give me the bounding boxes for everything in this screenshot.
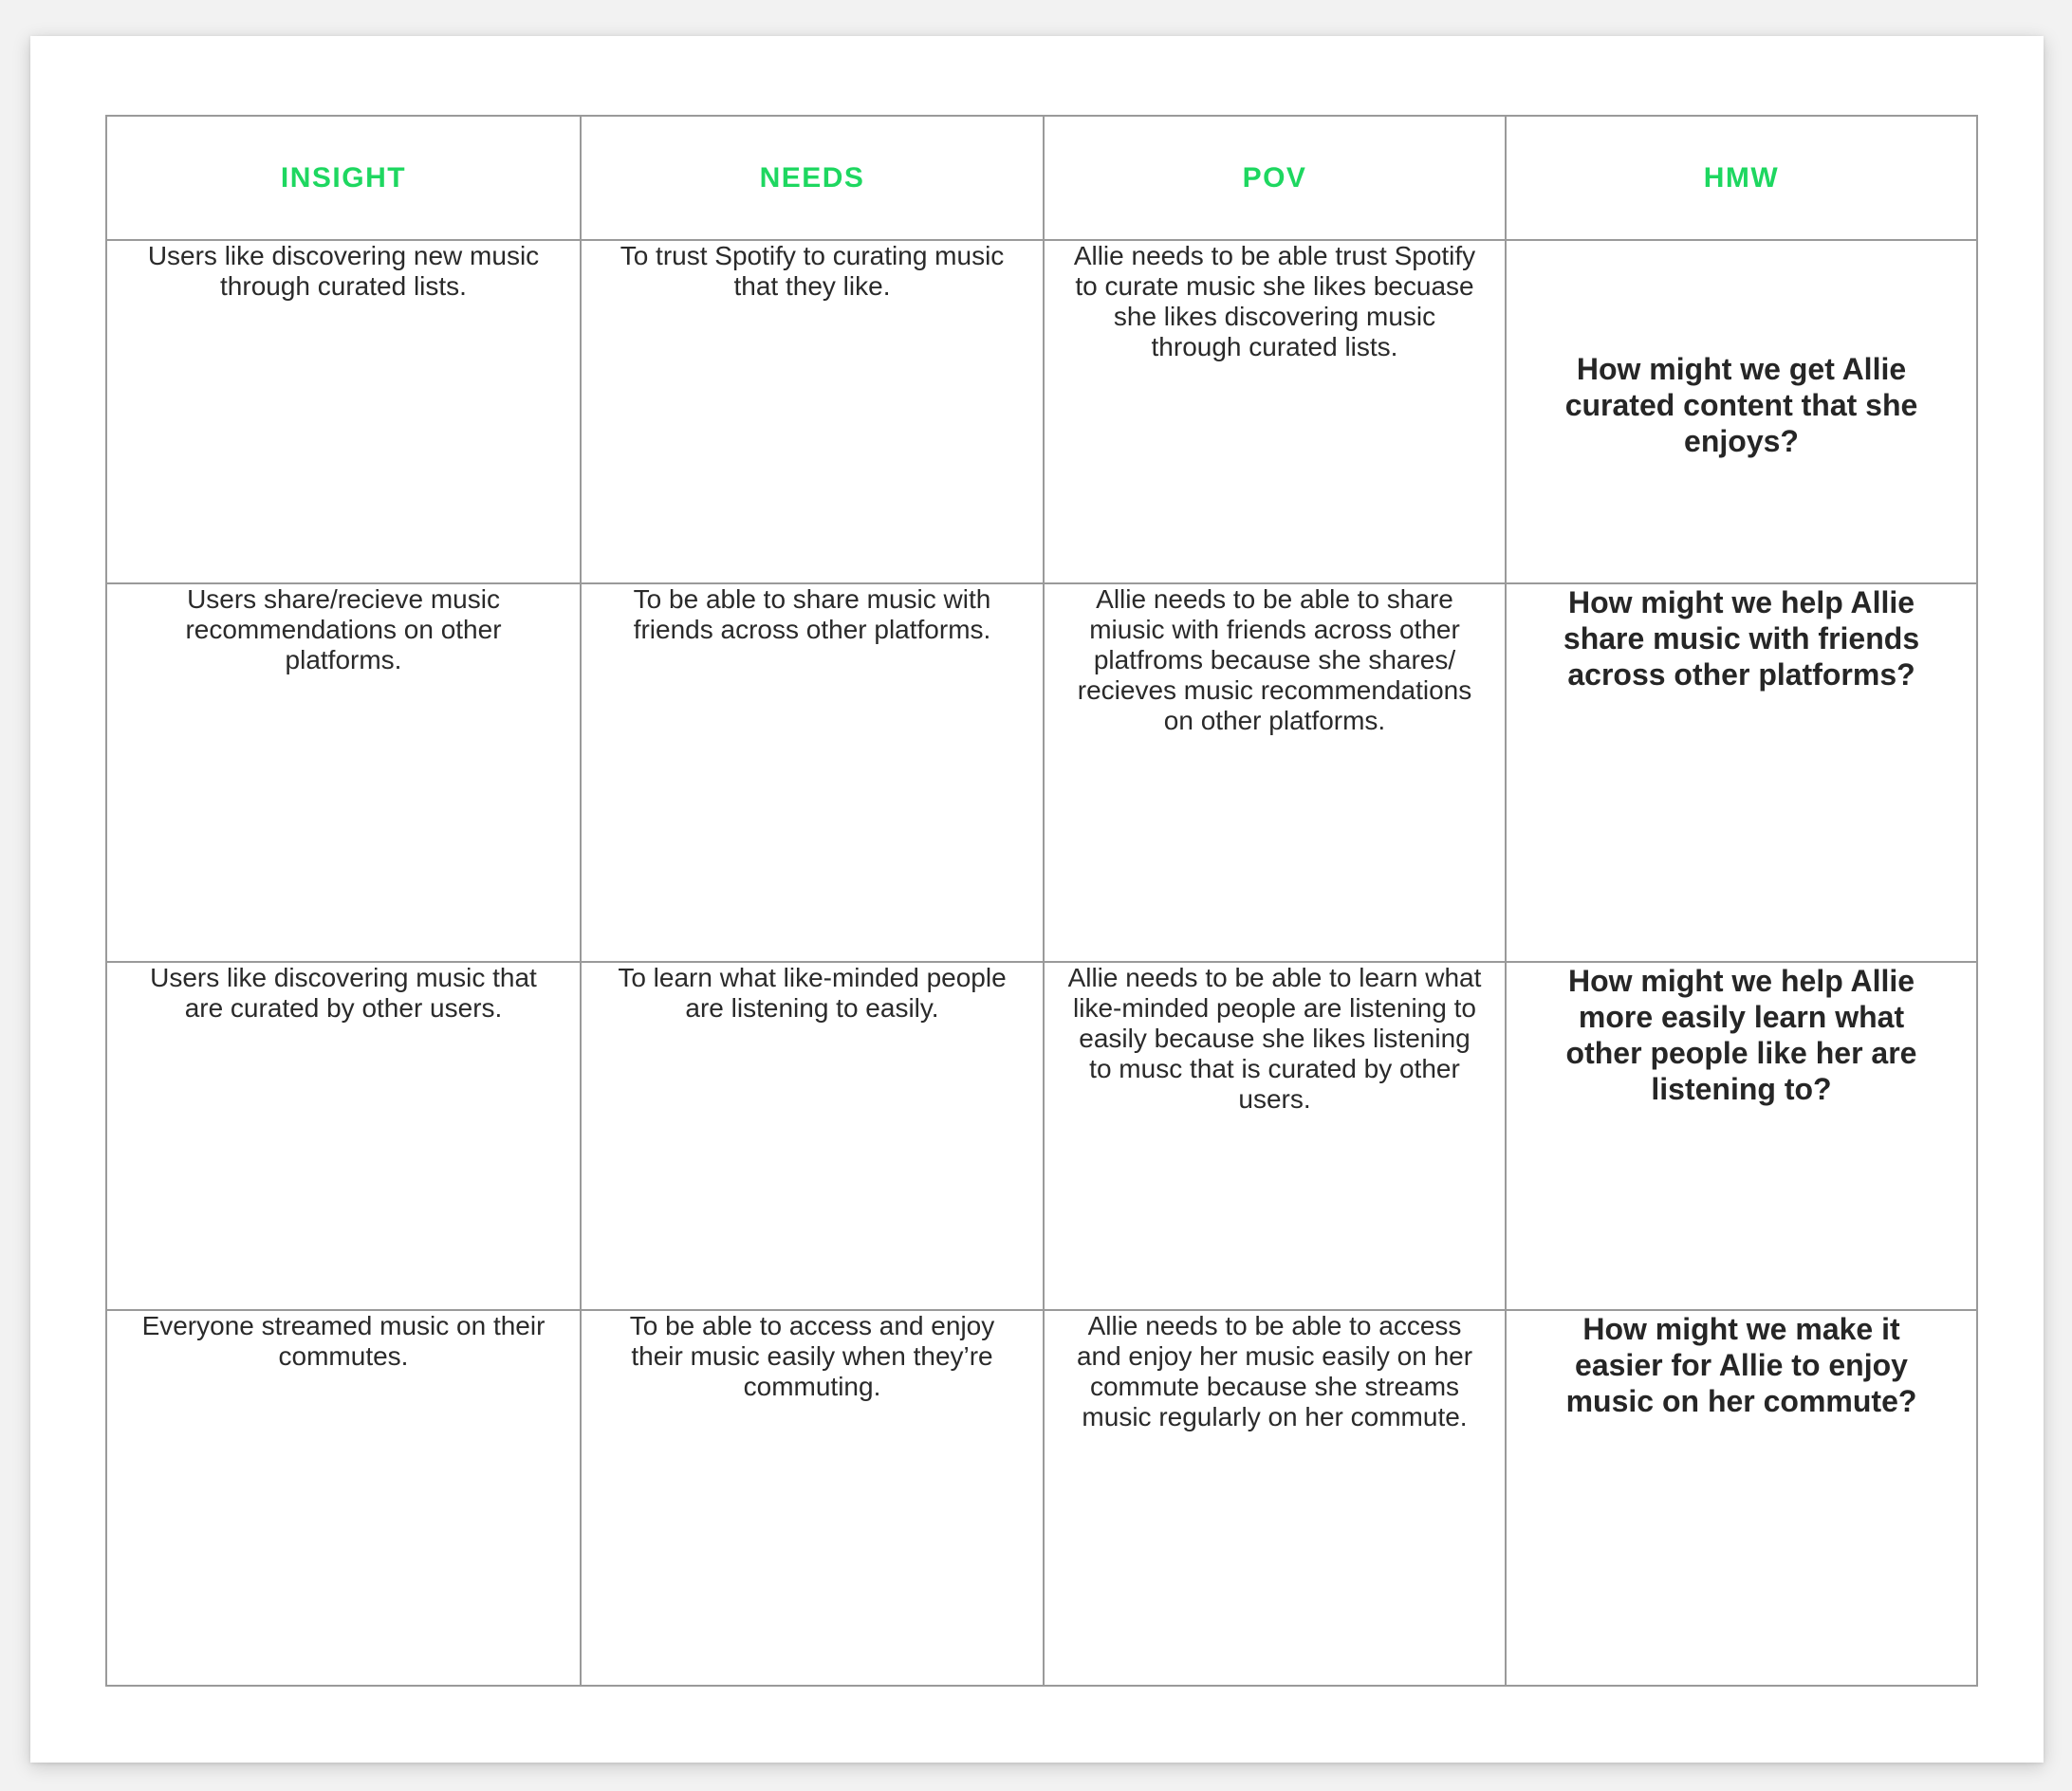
header-row <box>106 116 1977 240</box>
pov-text: Allie needs to be able to learn what like-minded people are listening to easily because she likes listening to musc that is curated by other users. <box>1067 963 1482 1114</box>
insight-cell <box>106 583 581 962</box>
hmw-cell <box>1506 240 1977 583</box>
pov-text: Allie needs to be able to share miusic with friends across other platfroms because she shares/ recieves music recommendations on other platforms. <box>1077 584 1472 735</box>
header-needs: NEEDS <box>581 116 1044 240</box>
hmw-cell <box>1506 583 1977 962</box>
hmw-text: How might we help Allie share music with friends across other platforms? <box>1563 585 1920 692</box>
insight-text: Users like discovering new music through curated lists. <box>147 241 540 301</box>
needs-cell <box>581 240 1044 583</box>
needs-text: To be able to access and enjoy their music easily when they’re commuting. <box>629 1311 995 1401</box>
pov-text: Allie needs to be able to access and enjoy her music easily on her commute because she streams music regularly on her commute. <box>1076 1311 1473 1431</box>
pov-text: Allie needs to be able trust Spotify to curate music she likes becuase she likes discovering music through curated lists. <box>1073 241 1476 361</box>
insight-cell <box>106 962 581 1310</box>
insight-cell <box>106 240 581 583</box>
pov-cell <box>1044 962 1506 1310</box>
hmw-text: How might we make it easier for Allie to enjoy music on her commute? <box>1565 1312 1917 1418</box>
needs-cell <box>581 1310 1044 1686</box>
header-insight: INSIGHT <box>106 116 581 240</box>
hmw-text: How might we get Allie curated content that she enjoys? <box>1564 352 1918 458</box>
insight-text: Users share/recieve music recommendations on other platforms. <box>185 584 502 674</box>
needs-text: To be able to share music with friends across other platforms. <box>633 584 991 644</box>
table-row <box>106 583 1977 962</box>
needs-text: To trust Spotify to curating music that they like. <box>620 241 1005 301</box>
table-row <box>106 1310 1977 1686</box>
needs-text: To learn what like-minded people are listening to easily. <box>618 963 1007 1023</box>
insight-text: Everyone streamed music on their commutes. <box>141 1311 546 1371</box>
pov-cell <box>1044 583 1506 962</box>
needs-cell <box>581 962 1044 1310</box>
hmw-cell <box>1506 962 1977 1310</box>
pov-cell <box>1044 1310 1506 1686</box>
table-row <box>106 240 1977 583</box>
hmw-cell <box>1506 1310 1977 1686</box>
hmw-text: How might we help Allie more easily learn what other people like her are listening to? <box>1565 964 1917 1106</box>
needs-cell <box>581 583 1044 962</box>
insight-text: Users like discovering music that are curated by other users. <box>150 963 537 1023</box>
header-hmw: HMW <box>1506 116 1977 240</box>
table-row <box>106 962 1977 1310</box>
pov-cell <box>1044 240 1506 583</box>
header-pov: POV <box>1044 116 1506 240</box>
synthesis-table <box>105 115 1978 1687</box>
insight-cell <box>106 1310 581 1686</box>
